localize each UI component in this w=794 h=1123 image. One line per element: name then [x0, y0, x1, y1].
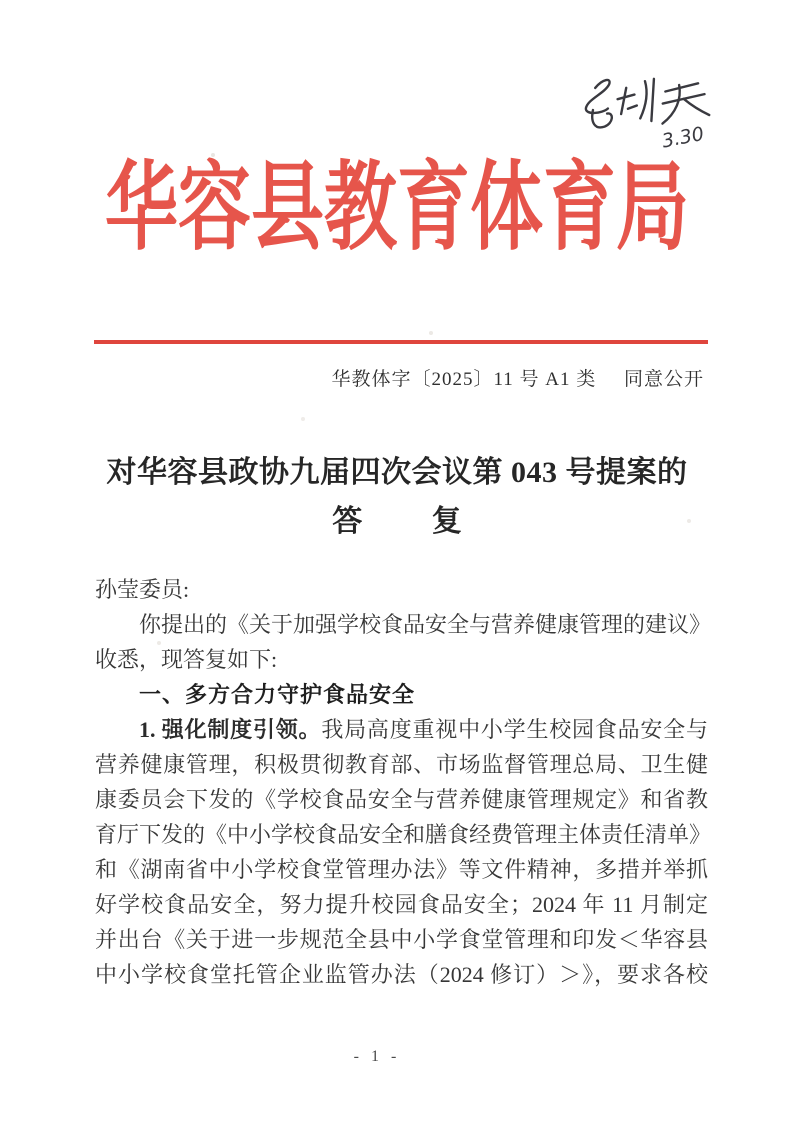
document-body: [95, 572, 712, 992]
title-char-da: 答: [332, 505, 363, 538]
handwritten-signature-icon: [564, 61, 737, 159]
body-section-heading: 一、多方合力守护食品安全: [139, 682, 416, 707]
publicity-note: 同意公开: [623, 369, 704, 390]
handwritten-date: 3.30: [660, 122, 706, 153]
body-line: 中小学校食堂托管企业监管办法（2024 修订）＞》，要求各校: [95, 962, 708, 987]
document-title-line1: 对华容县政协九届四次会议第 043 号提案的: [106, 456, 688, 489]
body-line: 收悉，现答复如下:: [95, 647, 278, 672]
letterhead-red-rule: [94, 340, 708, 344]
page-number: - 1 -: [353, 1048, 401, 1065]
body-line: 并出台《关于进一步规范全县中小学食堂管理和印发＜华容县: [95, 927, 708, 952]
body-line: 育厅下发的《中小学校食品安全和膳食经费管理主体责任清单》: [95, 822, 712, 847]
body-line: 你提出的《关于加强学校食品安全与营养健康管理的建议》: [139, 612, 712, 637]
scan-speckles: [0, 0, 2, 2]
letterhead-agency-title: [0, 154, 794, 262]
document-number: 华教体字〔2025〕11 号 A1 类: [331, 369, 597, 390]
body-line: 营养健康管理，积极贯彻教育部、市场监督管理总局、卫生健: [95, 752, 708, 777]
handwritten-note: [564, 61, 737, 159]
body-line: 好学校食品安全，努力提升校园食品安全；2024 年 11 月制定: [95, 892, 708, 917]
body-line: 孙莹委员:: [95, 577, 190, 602]
body-line: 1. 强化制度引领。我局高度重视中小学生校园食品安全与: [139, 717, 708, 742]
body-line-bold-prefix: 1. 强化制度引领。: [139, 717, 322, 742]
agency-name-text: 华容县教育体育局: [105, 154, 689, 262]
document-title-line2: [0, 496, 794, 540]
document-number-line: [331, 364, 704, 391]
body-line: 康委员会下发的《学校食品安全与营养健康管理规定》和省教: [95, 787, 708, 812]
body-line: 和《湖南省中小学校食堂管理办法》等文件精神，多措并举抓: [95, 857, 708, 882]
title-char-fu: 复: [431, 505, 462, 538]
